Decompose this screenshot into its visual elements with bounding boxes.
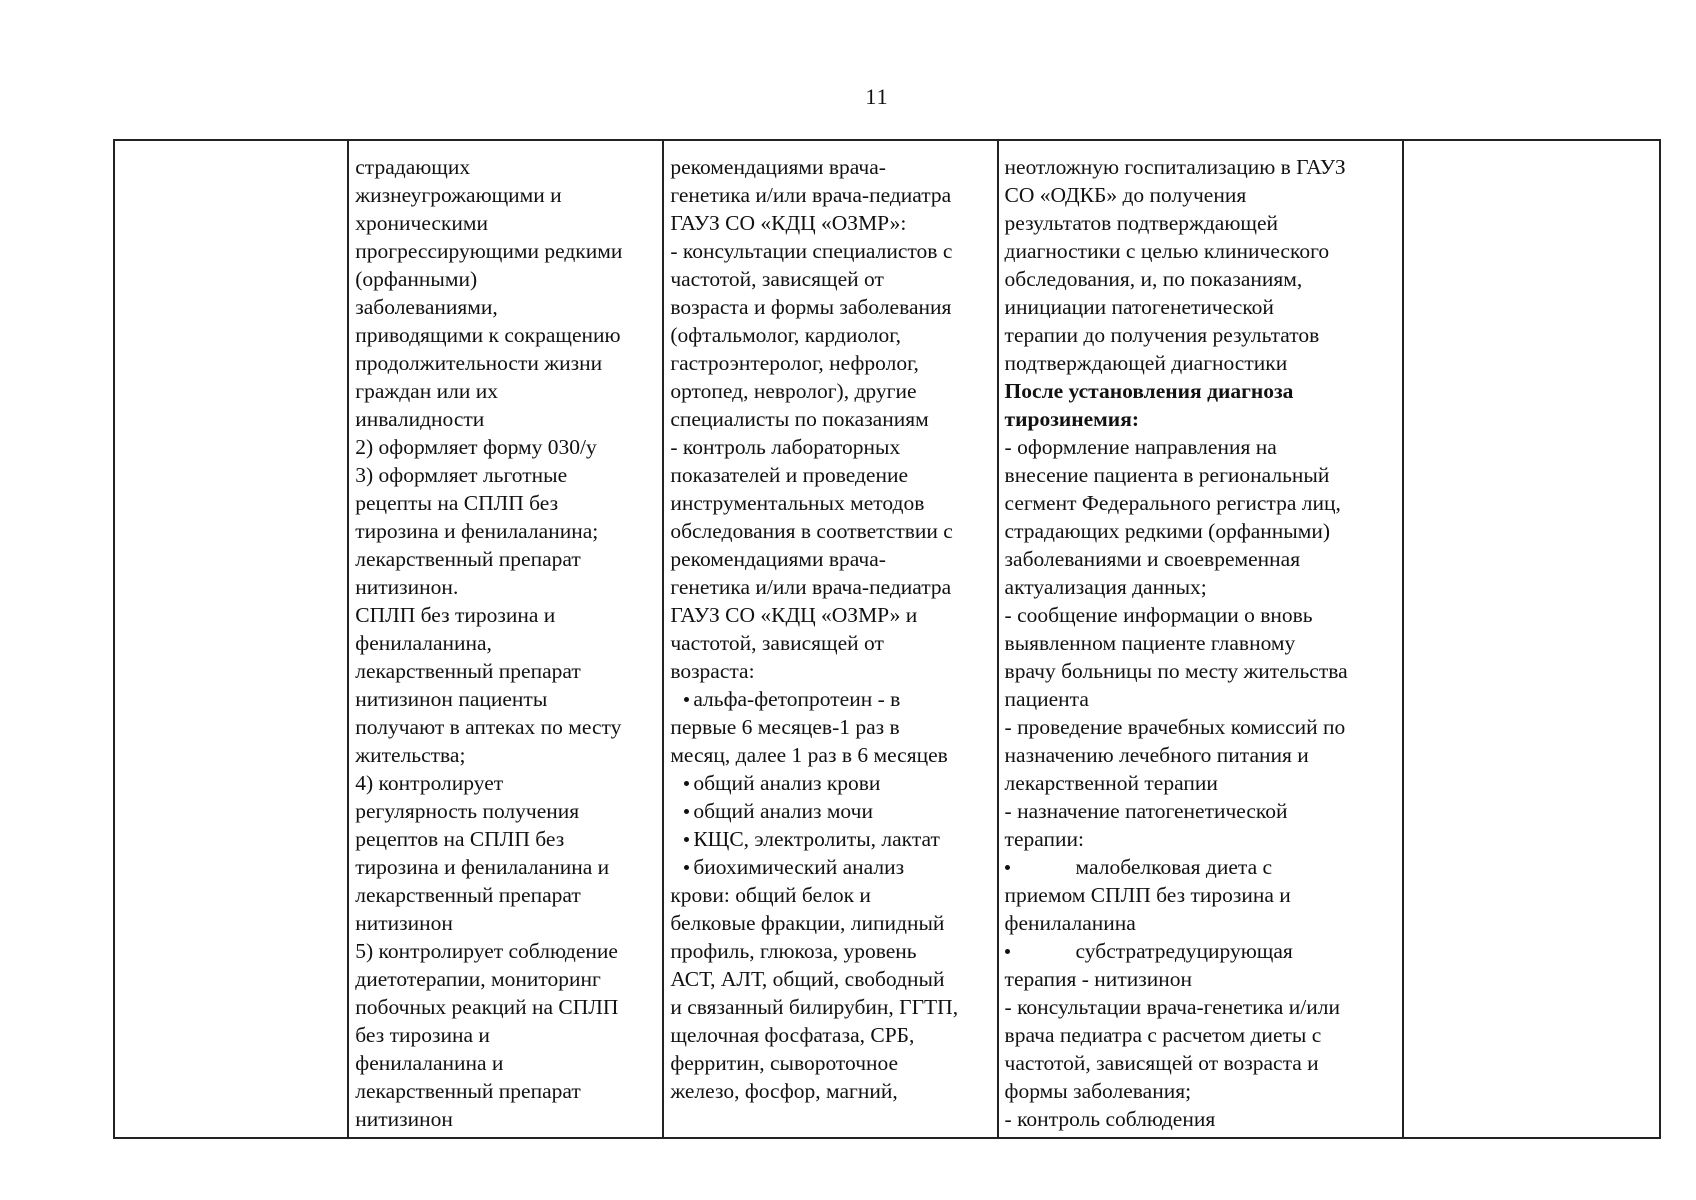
- text-line: граждан или их: [355, 379, 498, 403]
- text-line: железо, фосфор, магний,: [670, 1079, 898, 1103]
- text-line: пациента: [1004, 687, 1089, 711]
- text-line: ГАУЗ СО «КДЦ «ОЗМР»:: [670, 211, 907, 235]
- text-line: рецепты на СПЛП без: [355, 491, 559, 515]
- text-line: терапии:: [1004, 827, 1084, 851]
- text-line: заболеваниями и своевременная: [1004, 547, 1301, 571]
- text-line: рекомендациями врача-: [670, 547, 886, 571]
- list-item-bullet: биохимический анализ: [670, 853, 990, 881]
- text-line: лекарственный препарат: [355, 883, 581, 907]
- text-line: ортопед, невролог), другие: [670, 379, 917, 403]
- text-line: фенилаланина,: [355, 631, 492, 655]
- text-line: - оформление направления на: [1004, 435, 1277, 459]
- text-line: получают в аптеках по месту: [355, 715, 622, 739]
- table-cell-hospital: [998, 140, 1404, 1138]
- text-line: нитизинон: [355, 911, 453, 935]
- text-line: лекарственный препарат: [355, 659, 581, 683]
- text-line: - консультации врача-генетика и/или: [1004, 995, 1340, 1019]
- text-line: заболеваниями,: [355, 295, 498, 319]
- text-line: врача педиатра с расчетом диеты с: [1004, 1023, 1322, 1047]
- text-line: жизнеугрожающими и: [355, 183, 562, 207]
- text-line: - назначение патогенетической: [1004, 799, 1288, 823]
- text-line: диетотерапии, мониторинг: [355, 967, 601, 991]
- text-line: лекарственный препарат: [355, 1079, 581, 1103]
- text-line: приемом СПЛП без тирозина и: [1004, 883, 1291, 907]
- text-line: выявленном пациенте главному: [1004, 631, 1296, 655]
- text-line: 4) контролирует: [355, 771, 504, 795]
- text-line: 3) оформляет льготные: [355, 463, 568, 487]
- text-line: и связанный билирубин, ГГТП,: [670, 995, 959, 1019]
- cell-text-block: [1005, 881, 1397, 937]
- list-item-bullet: альфа-фетопротеин - в: [670, 685, 990, 713]
- page-number: 11: [865, 84, 889, 109]
- cell-text-block: [355, 153, 656, 1133]
- text-line: сегмент Федерального регистра лиц,: [1004, 491, 1341, 515]
- text-line: - сообщение информации о вновь: [1004, 603, 1313, 627]
- text-line: гастроэнтеролог, нефролог,: [670, 351, 919, 375]
- table-cell-monitoring: [663, 140, 997, 1138]
- text-line: первые 6 месяцев-1 раз в: [670, 715, 900, 739]
- text-line: приводящими к сокращению: [355, 323, 621, 347]
- text-line: белковые фракции, липидный: [670, 911, 945, 935]
- text-line: продолжительности жизни: [355, 351, 603, 375]
- table-cell-actions: [348, 140, 663, 1138]
- list-item-bullet: малобелковая диета с: [1005, 853, 1397, 881]
- text-line: ферритин, сывороточное: [670, 1051, 899, 1075]
- text-line: крови: общий белок и: [670, 883, 871, 907]
- text-line: инструментальных методов: [670, 491, 925, 515]
- text-line: назначению лечебного питания и: [1004, 743, 1309, 767]
- bullet-icon: [684, 697, 689, 702]
- text-line: генетика и/или врача-педиатра: [670, 575, 952, 599]
- table-cell-empty-right: [1403, 140, 1660, 1138]
- text-line: - контроль лабораторных: [670, 435, 901, 459]
- text-line: рекомендациями врача-: [670, 155, 886, 179]
- cell-text-block: [1005, 993, 1397, 1133]
- table-cell-empty-left: [114, 140, 348, 1138]
- section-heading: [1005, 377, 1397, 433]
- text-line: тирозина и фенилаланина и: [355, 855, 610, 879]
- text-line: терапии до получения результатов: [1004, 323, 1320, 347]
- text-line: терапия - нитизинон: [1004, 967, 1192, 991]
- list-item-bullet: общий анализ крови: [670, 769, 990, 797]
- bullet-icon: [684, 809, 689, 814]
- text-line: частотой, зависящей от: [670, 631, 884, 655]
- text-line: нитизинон.: [355, 575, 459, 599]
- text-line: неотложную госпитализацию в ГАУЗ: [1004, 155, 1346, 179]
- cell-text-block: [670, 881, 990, 1105]
- text-line: (орфанными): [355, 267, 478, 291]
- text-line: регулярность получения: [355, 799, 580, 823]
- text-line: профиль, глюкоза, уровень: [670, 939, 917, 963]
- text-line: частотой, зависящей от: [670, 267, 884, 291]
- bullet-icon: [684, 837, 689, 842]
- text-line: хроническими: [355, 211, 489, 235]
- text-line: месяц, далее 1 раз в 6 месяцев: [670, 743, 948, 767]
- cell-text-block: [1005, 965, 1397, 993]
- list-item-bullet: общий анализ мочи: [670, 797, 990, 825]
- text-line: лекарственной терапии: [1004, 771, 1218, 795]
- document-table: [113, 139, 1661, 1139]
- text-line: страдающих: [355, 155, 471, 179]
- text-line: актуализация данных;: [1004, 575, 1207, 599]
- text-line: показателей и проведение: [670, 463, 909, 487]
- text-line: тирозина и фенилаланина;: [355, 519, 599, 543]
- table-row: [114, 140, 1660, 1138]
- text-line: фенилаланина и: [355, 1051, 504, 1075]
- text-line: обследования в соответствии с: [670, 519, 953, 543]
- text-line: фенилаланина: [1004, 911, 1136, 935]
- text-line: 5) контролирует соблюдение: [355, 939, 618, 963]
- text-line: - контроль соблюдения: [1004, 1107, 1216, 1131]
- text-line: врачу больницы по месту жительства: [1004, 659, 1348, 683]
- text-line: СПЛП без тирозина и: [355, 603, 556, 627]
- text-line: страдающих редкими (орфанными): [1004, 519, 1331, 543]
- text-line: специалисты по показаниям: [670, 407, 929, 431]
- text-line: без тирозина и: [355, 1023, 490, 1047]
- cell-text-block: [670, 713, 990, 769]
- text-line: - консультации специалистов с: [670, 239, 953, 263]
- text-line: формы заболевания;: [1004, 1079, 1192, 1103]
- list-item-bullet: КЩС, электролиты, лактат: [670, 825, 990, 853]
- text-line: инициации патогенетической: [1004, 295, 1274, 319]
- cell-text-block: [670, 153, 990, 685]
- cell-text-block: [1005, 153, 1397, 377]
- text-line: СО «ОДКБ» до получения: [1004, 183, 1247, 207]
- text-line: возраста и формы заболевания: [670, 295, 952, 319]
- text-line: частотой, зависящей от возраста и: [1004, 1051, 1319, 1075]
- list-item-bullet: субстратредуцирующая: [1005, 937, 1397, 965]
- text-line: внесение пациента в региональный: [1004, 463, 1330, 487]
- text-line: АСТ, АЛТ, общий, свободный: [670, 967, 945, 991]
- text-line: ГАУЗ СО «КДЦ «ОЗМР» и: [670, 603, 918, 627]
- text-line: прогрессирующими редкими: [355, 239, 623, 263]
- text-line: лекарственный препарат: [355, 547, 581, 571]
- text-line: щелочная фосфатаза, СРБ,: [670, 1023, 915, 1047]
- text-line: После установления диагноза: [1004, 379, 1294, 403]
- text-line: рецептов на СПЛП без: [355, 827, 565, 851]
- bullet-icon: [1005, 865, 1010, 870]
- text-line: побочных реакций на СПЛП: [355, 995, 619, 1019]
- bullet-icon: [684, 865, 689, 870]
- text-line: жительства;: [355, 743, 466, 767]
- bullet-icon: [684, 781, 689, 786]
- text-line: возраста:: [670, 659, 755, 683]
- text-line: обследования, и, по показаниям,: [1004, 267, 1303, 291]
- text-line: генетика и/или врача-педиатра: [670, 183, 952, 207]
- text-line: нитизинон пациенты: [355, 687, 548, 711]
- cell-text-block: [1005, 433, 1397, 853]
- text-line: инвалидности: [355, 407, 485, 431]
- text-line: подтверждающей диагностики: [1004, 351, 1288, 375]
- text-line: 2) оформляет форму 030/у: [355, 435, 597, 459]
- text-line: нитизинон: [355, 1107, 453, 1131]
- text-line: диагностики с целью клинического: [1004, 239, 1330, 263]
- bullet-icon: [1005, 949, 1010, 954]
- text-line: (офтальмолог, кардиолог,: [670, 323, 902, 347]
- text-line: результатов подтверждающей: [1004, 211, 1278, 235]
- text-line: тирозинемия:: [1004, 407, 1139, 431]
- text-line: - проведение врачебных комиссий по: [1004, 715, 1346, 739]
